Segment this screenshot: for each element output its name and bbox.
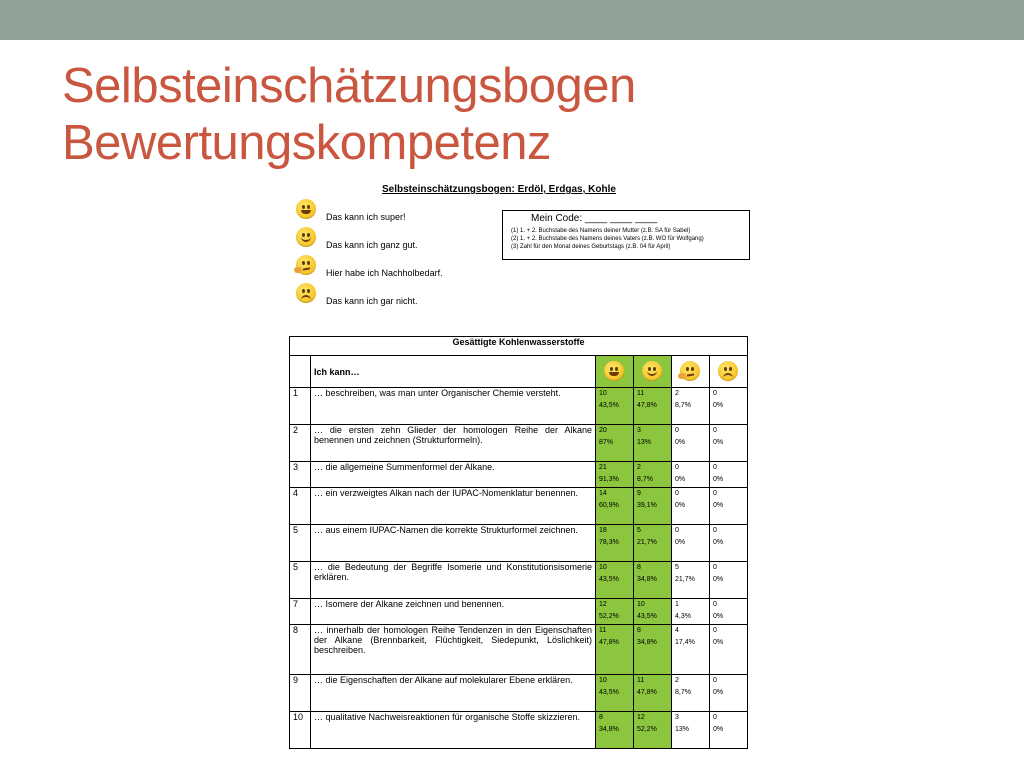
row-description: … ein verzweigtes Alkan nach der IUPAC-Nomenklatur benennen.	[311, 488, 596, 525]
grinning-face-icon	[604, 361, 624, 381]
count-cell-gar-nicht	[710, 562, 748, 599]
code-line: (2) 1. + 2. Buchstabe des Namens deines Vaters (z.B. WO für Wolfgang)	[511, 236, 704, 242]
header-number-cell	[290, 356, 311, 388]
count-cell-nachholbedarf	[672, 525, 710, 562]
count-value: 0	[713, 527, 717, 534]
code-box	[502, 210, 750, 260]
count-value: 11	[637, 390, 645, 397]
percent-value: 0%	[675, 539, 686, 546]
thinking-face-icon	[680, 361, 700, 381]
count-cell-ganz-gut	[634, 525, 672, 562]
count-cell-gar-nicht	[710, 625, 748, 675]
count-value: 12	[637, 714, 645, 721]
count-value: 11	[637, 677, 645, 684]
percent-value: 39,1%	[637, 502, 657, 509]
count-value: 0	[675, 490, 679, 497]
row-number: 5	[290, 562, 311, 599]
count-value: 18	[599, 527, 607, 534]
row-description: … beschreiben, was man unter Organischer Chemie versteht.	[311, 388, 596, 425]
row-number: 4	[290, 488, 311, 525]
count-cell-nachholbedarf	[672, 488, 710, 525]
row-description: … die ersten zehn Glieder der homologen Reihe der Alkane benennen und zeichnen (Strukturformeln).	[311, 425, 596, 462]
table-row	[290, 488, 748, 525]
count-value: 0	[713, 601, 717, 608]
percent-value: 52,2%	[637, 726, 657, 733]
legend-ganz-gut: Das kann ich ganz gut.	[326, 240, 418, 250]
count-cell-ganz-gut	[634, 599, 672, 625]
percent-value: 43,5%	[599, 402, 619, 409]
smiling-face-icon	[642, 361, 662, 381]
percent-value: 47,8%	[637, 402, 657, 409]
header-ich-kann: Ich kann…	[311, 356, 596, 388]
thinking-face-icon	[296, 255, 316, 275]
count-value: 8	[637, 564, 641, 571]
count-value: 0	[713, 564, 717, 571]
count-cell-ganz-gut	[634, 625, 672, 675]
legend-gar-nicht: Das kann ich gar nicht.	[326, 296, 418, 306]
percent-value: 47,8%	[637, 689, 657, 696]
assessment-table	[289, 336, 748, 749]
count-value: 3	[637, 427, 641, 434]
header-ganz-gut	[634, 356, 672, 388]
percent-value: 43,5%	[599, 576, 619, 583]
percent-value: 13%	[675, 726, 690, 733]
row-description: … die Eigenschaften der Alkane auf molekularer Ebene erklären.	[311, 675, 596, 712]
count-cell-gar-nicht	[710, 675, 748, 712]
percent-value: 91,3%	[599, 476, 619, 483]
frowning-face-icon	[296, 283, 316, 303]
row-number: 8	[290, 625, 311, 675]
table-row	[290, 525, 748, 562]
percent-value: 0%	[713, 639, 724, 646]
smiling-face-icon	[296, 227, 316, 247]
percent-value: 0%	[713, 439, 724, 446]
code-label: Mein Code:	[531, 213, 583, 224]
table-caption-row	[290, 337, 748, 356]
table-row	[290, 462, 748, 488]
percent-value: 13%	[637, 439, 652, 446]
code-line: (1) 1. + 2. Buchstabe des Namens deiner Mutter (z.B. SA für Sabel)	[511, 228, 691, 234]
count-cell-gar-nicht	[710, 462, 748, 488]
count-cell-ganz-gut	[634, 712, 672, 749]
percent-value: 0%	[713, 402, 724, 409]
table-row	[290, 675, 748, 712]
table-row	[290, 599, 748, 625]
table-row	[290, 562, 748, 599]
count-value: 20	[599, 427, 607, 434]
count-cell-ganz-gut	[634, 388, 672, 425]
count-cell-nachholbedarf	[672, 712, 710, 749]
percent-value: 0%	[675, 439, 686, 446]
table-row	[290, 625, 748, 675]
count-cell-super	[596, 712, 634, 749]
count-cell-nachholbedarf	[672, 388, 710, 425]
count-value: 14	[599, 490, 607, 497]
count-value: 2	[675, 390, 679, 397]
row-description: … innerhalb der homologen Reihe Tendenzen in den Eigenschaften der Alkane (Brennbarkeit, Flüchtigkeit, Siedepunkt, Löslichkeit) beschreiben.	[311, 625, 596, 675]
slide-title-line-2: Bewertungskompetenz	[62, 116, 551, 170]
percent-value: 43,5%	[599, 689, 619, 696]
count-cell-super	[596, 562, 634, 599]
percent-value: 87%	[599, 439, 614, 446]
row-number: 2	[290, 425, 311, 462]
frowning-face-icon	[718, 361, 738, 381]
count-cell-nachholbedarf	[672, 562, 710, 599]
count-cell-super	[596, 599, 634, 625]
count-cell-super	[596, 488, 634, 525]
count-value: 0	[713, 714, 717, 721]
percent-value: 0%	[675, 502, 686, 509]
percent-value: 43,5%	[637, 613, 657, 620]
table-header-row	[290, 356, 748, 388]
count-cell-ganz-gut	[634, 675, 672, 712]
count-value: 0	[713, 490, 717, 497]
row-number: 5	[290, 525, 311, 562]
count-value: 0	[675, 427, 679, 434]
count-value: 11	[599, 627, 607, 634]
row-number: 10	[290, 712, 311, 749]
count-value: 10	[637, 601, 645, 608]
count-value: 0	[713, 464, 717, 471]
count-cell-nachholbedarf	[672, 675, 710, 712]
worksheet-image	[286, 182, 766, 752]
code-heading	[531, 213, 741, 224]
percent-value: 8,7%	[675, 689, 691, 696]
count-value: 9	[637, 490, 641, 497]
row-description: … die allgemeine Summenformel der Alkane.	[311, 462, 596, 488]
legend-super: Das kann ich super!	[326, 212, 406, 222]
count-cell-ganz-gut	[634, 425, 672, 462]
count-value: 2	[637, 464, 641, 471]
percent-value: 34,8%	[637, 576, 657, 583]
count-value: 3	[675, 714, 679, 721]
count-value: 0	[675, 464, 679, 471]
count-value: 0	[675, 527, 679, 534]
count-cell-gar-nicht	[710, 525, 748, 562]
table-row	[290, 388, 748, 425]
percent-value: 0%	[713, 576, 724, 583]
percent-value: 52,2%	[599, 613, 619, 620]
header-gar-nicht	[710, 356, 748, 388]
row-number: 9	[290, 675, 311, 712]
row-description: … die Bedeutung der Begriffe Isomerie und Konstitutionsisomerie erklären.	[311, 562, 596, 599]
legend-nachholbedarf: Hier habe ich Nachholbedarf.	[326, 268, 443, 278]
percent-value: 0%	[713, 502, 724, 509]
row-number: 7	[290, 599, 311, 625]
percent-value: 0%	[713, 476, 724, 483]
count-cell-ganz-gut	[634, 562, 672, 599]
percent-value: 78,3%	[599, 539, 619, 546]
table-caption: Gesättigte Kohlenwasserstoffe	[290, 337, 748, 356]
count-value: 0	[713, 390, 717, 397]
count-value: 4	[675, 627, 679, 634]
count-cell-super	[596, 462, 634, 488]
percent-value: 17,4%	[675, 639, 695, 646]
count-value: 5	[637, 527, 641, 534]
count-cell-super	[596, 525, 634, 562]
count-value: 10	[599, 564, 607, 571]
row-description: … qualitative Nachweisreaktionen für organische Stoffe skizzieren.	[311, 712, 596, 749]
percent-value: 21,7%	[637, 539, 657, 546]
count-cell-gar-nicht	[710, 712, 748, 749]
percent-value: 8,7%	[675, 402, 691, 409]
count-cell-nachholbedarf	[672, 425, 710, 462]
count-value: 5	[675, 564, 679, 571]
count-value: 1	[675, 601, 679, 608]
slide-title-line-1: Selbsteinschätzungsbogen	[62, 59, 636, 113]
count-cell-super	[596, 675, 634, 712]
percent-value: 0%	[713, 689, 724, 696]
percent-value: 21,7%	[675, 576, 695, 583]
percent-value: 34,8%	[637, 639, 657, 646]
count-cell-gar-nicht	[710, 425, 748, 462]
count-cell-gar-nicht	[710, 488, 748, 525]
count-cell-nachholbedarf	[672, 599, 710, 625]
header-super	[596, 356, 634, 388]
row-description: … Isomere der Alkane zeichnen und benennen.	[311, 599, 596, 625]
percent-value: 47,8%	[599, 639, 619, 646]
count-cell-super	[596, 388, 634, 425]
top-bar	[0, 0, 1024, 40]
count-value: 2	[675, 677, 679, 684]
count-cell-ganz-gut	[634, 462, 672, 488]
count-cell-nachholbedarf	[672, 462, 710, 488]
count-cell-gar-nicht	[710, 388, 748, 425]
count-value: 10	[599, 677, 607, 684]
count-value: 12	[599, 601, 607, 608]
count-value: 8	[637, 627, 641, 634]
slide-title	[62, 58, 636, 172]
code-blanks: ____ ____ ____	[584, 213, 658, 224]
row-number: 3	[290, 462, 311, 488]
grinning-face-icon	[296, 199, 316, 219]
percent-value: 0%	[675, 476, 686, 483]
worksheet-title: Selbsteinschätzungsbogen: Erdöl, Erdgas, Kohle	[382, 184, 616, 195]
count-value: 0	[713, 677, 717, 684]
table-row	[290, 425, 748, 462]
table-body	[290, 388, 748, 749]
percent-value: 0%	[713, 613, 724, 620]
percent-value: 34,8%	[599, 726, 619, 733]
percent-value: 8,7%	[637, 476, 653, 483]
count-value: 0	[713, 427, 717, 434]
table-row	[290, 712, 748, 749]
count-value: 0	[713, 627, 717, 634]
code-line: (3) Zahl für den Monat deines Geburtstags (z.B. 04 für April)	[511, 244, 671, 250]
count-cell-super	[596, 425, 634, 462]
percent-value: 4,3%	[675, 613, 691, 620]
row-description: … aus einem IUPAC-Namen die korrekte Strukturformel zeichnen.	[311, 525, 596, 562]
percent-value: 60,9%	[599, 502, 619, 509]
count-cell-gar-nicht	[710, 599, 748, 625]
count-value: 8	[599, 714, 603, 721]
count-value: 10	[599, 390, 607, 397]
count-cell-nachholbedarf	[672, 625, 710, 675]
percent-value: 0%	[713, 539, 724, 546]
percent-value: 0%	[713, 726, 724, 733]
count-cell-ganz-gut	[634, 488, 672, 525]
count-cell-super	[596, 625, 634, 675]
header-nachholbedarf	[672, 356, 710, 388]
row-number: 1	[290, 388, 311, 425]
count-value: 21	[599, 464, 607, 471]
